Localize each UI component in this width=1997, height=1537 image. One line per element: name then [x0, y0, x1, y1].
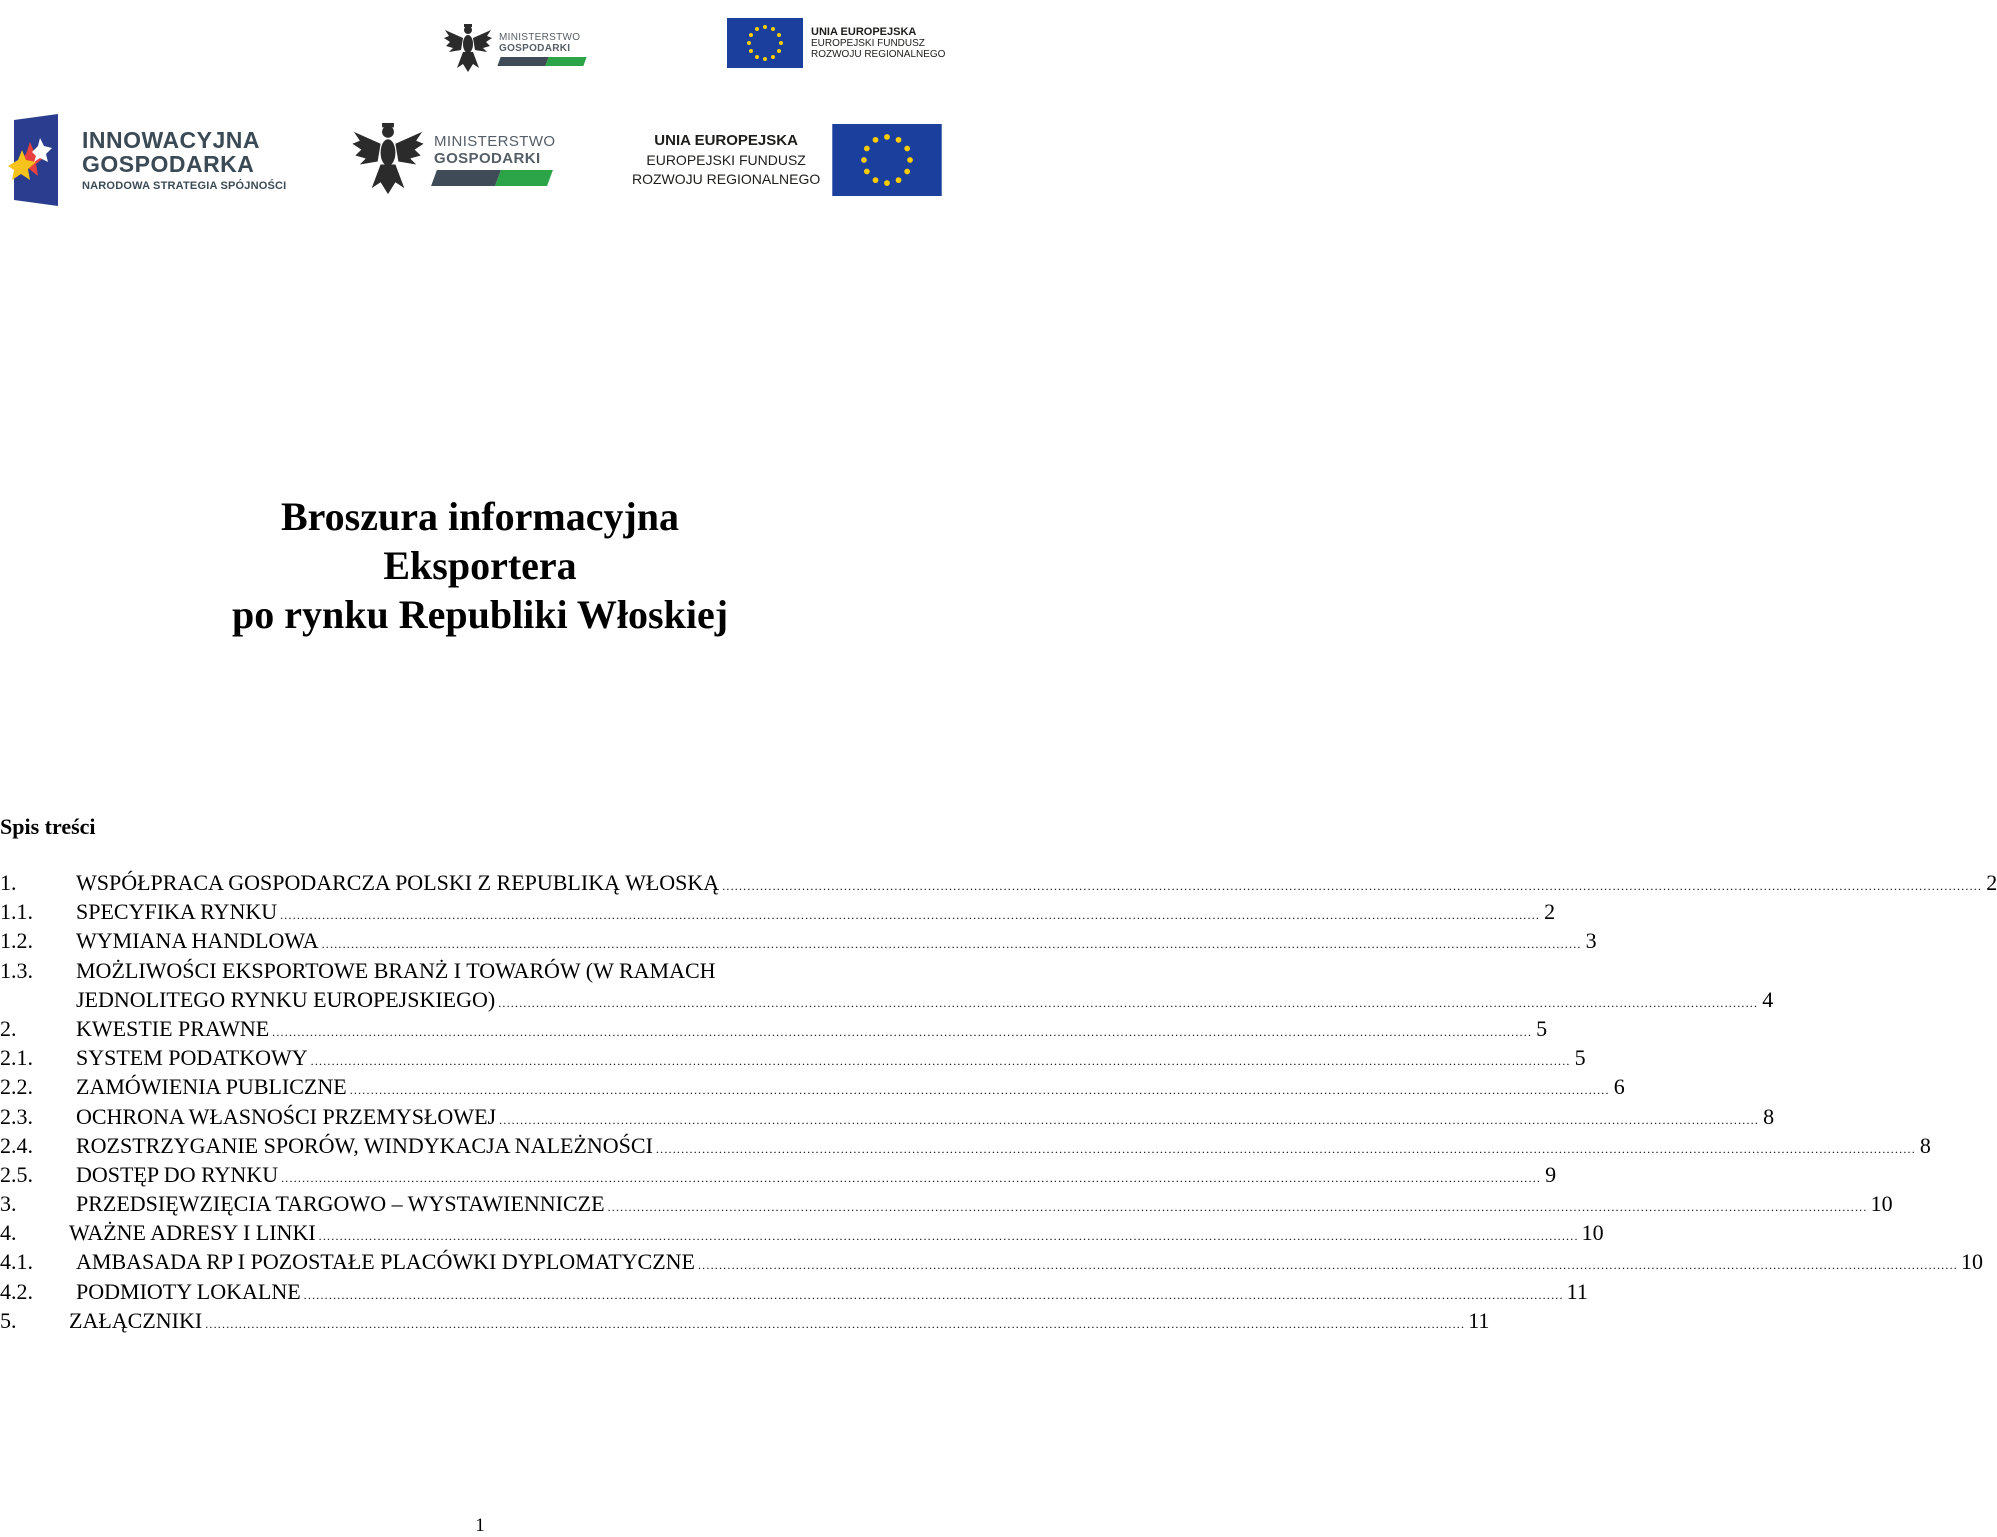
toc-entry-number: 1.1.: [0, 899, 33, 925]
ministry-small-line2: GOSPODARKI: [499, 43, 571, 54]
star-logo-icon: [8, 114, 62, 206]
eagle-emblem-icon: [443, 22, 493, 76]
toc-entry-title: KWESTIE PRAWNE: [76, 1015, 270, 1041]
toc-entry-number: 2.: [0, 1015, 17, 1041]
toc-dot-leader: ............................................................................................................................................................................................................................................................................................................: [499, 1112, 1760, 1127]
toc-entry-number: 2.1.: [0, 1045, 33, 1071]
toc-entry[interactable]: [0, 1161, 1557, 1191]
toc-dot-leader: ............................................................................................................................................................................................................................................................................................................: [205, 1316, 1466, 1331]
toc-entry-page: 5: [1536, 1015, 1548, 1041]
toc-entry-page: 6: [1613, 1074, 1625, 1100]
toc-entry[interactable]: [0, 1103, 1775, 1133]
toc-dot-leader: ............................................................................................................................................................................................................................................................................................................: [272, 1024, 1533, 1039]
toc-entry-number: 4.2.: [0, 1278, 33, 1304]
toc-entry-number: 1.3.: [0, 957, 33, 983]
toc-entry[interactable]: [0, 928, 1597, 957]
toc-entry-page: 10: [1960, 1249, 1983, 1275]
title-line-3: po rynku Republiki Włoskiej: [231, 592, 729, 637]
toc-entry-page: 5: [1574, 1045, 1586, 1071]
ministry-logo-large: [350, 120, 555, 200]
toc-entry-number: 3.: [0, 1191, 17, 1217]
toc-entry-page: 10: [1581, 1220, 1604, 1246]
toc-entry[interactable]: [0, 870, 1997, 899]
ministry-small-stripe: [499, 57, 585, 66]
toc-entry[interactable]: [0, 1015, 1548, 1045]
toc-entry-number: 2.3.: [0, 1103, 33, 1129]
toc-entry-page: 3: [1585, 928, 1597, 954]
toc-dot-leader: ............................................................................................................................................................................................................................................................................................................: [280, 908, 1541, 923]
toc-dot-leader: ............................................................................................................................................................................................................................................................................................................: [498, 995, 1759, 1010]
toc-entry-number: 5.: [0, 1307, 17, 1333]
toc-entry-number: 1.: [0, 870, 17, 895]
toc-entry-title: SPECYFIKA RYNKU: [76, 899, 278, 925]
toc-entry-title: MOŻLIWOŚCI EKSPORTOWE BRANŻ I TOWARÓW (W RAMACH: [76, 957, 716, 983]
innowacyjna-line2: GOSPODARKA: [82, 150, 255, 177]
toc-entry[interactable]: [0, 1249, 1983, 1278]
innowacyjna-line1: INNOWACYJNA: [82, 126, 261, 153]
title-line-2: Eksportera: [383, 543, 577, 588]
ministry-large-line1: MINISTERSTWO: [434, 132, 556, 150]
toc-entry[interactable]: [0, 1132, 1931, 1162]
toc-dot-leader: ............................................................................................................................................................................................................................................................................................................: [697, 1258, 1958, 1273]
toc-entry-title: SYSTEM PODATKOWY: [76, 1045, 308, 1071]
toc-dot-leader: ............................................................................................................................................................................................................................................................................................................: [722, 879, 1983, 893]
toc-entry-title: WAŻNE ADRESY I LINKI: [69, 1220, 316, 1246]
eu-logo-large: [632, 124, 942, 196]
toc-dot-leader: ............................................................................................................................................................................................................................................................................................................: [607, 1200, 1868, 1215]
toc-dot-leader: ............................................................................................................................................................................................................................................................................................................: [281, 1170, 1542, 1185]
ministry-large-stripe: [434, 170, 555, 186]
ministry-small-line1: MINISTERSTWO: [499, 31, 581, 43]
toc-entry-number: 1.2.: [0, 928, 33, 954]
eu-flag-icon: [727, 18, 803, 68]
toc-entry-number: 2.4.: [0, 1132, 33, 1158]
toc-heading: Spis treści: [0, 814, 96, 839]
eu-flag-icon: [832, 124, 942, 196]
toc-entry[interactable]: [0, 986, 1774, 1016]
toc-entry[interactable]: [0, 1278, 1588, 1308]
toc-entry-number: 2.5.: [0, 1161, 33, 1187]
toc-entry-number: 4.1.: [0, 1249, 33, 1275]
toc-entry-title: ROZSTRZYGANIE SPORÓW, WINDYKACJA NALEŻNOŚCI: [76, 1132, 653, 1158]
toc-entry[interactable]: [0, 899, 1556, 928]
ministry-large-line2: GOSPODARKI: [434, 149, 541, 167]
table-of-contents: [0, 870, 1997, 1337]
toc-dot-leader: ............................................................................................................................................................................................................................................................................................................: [321, 937, 1582, 952]
toc-entry-title: JEDNOLITEGO RYNKU EUROPEJSKIEGO): [76, 986, 496, 1012]
toc-entry[interactable]: [0, 1220, 1604, 1249]
eu-large-line2: EUROPEJSKI FUNDUSZ: [646, 152, 806, 169]
page-number: 1: [475, 1515, 485, 1536]
toc-entry-page: 9: [1545, 1161, 1557, 1187]
toc-entry-page: 2: [1544, 899, 1556, 925]
ministry-logo-small: [443, 22, 585, 76]
toc-entry-page: 11: [1566, 1278, 1588, 1304]
toc-entry[interactable]: [0, 958, 956, 987]
innowacyjna-gospodarka-logo: [8, 114, 286, 206]
toc-entry-number: 2.2.: [0, 1074, 33, 1100]
eu-small-line3: ROZWOJU REGIONALNEGO: [811, 49, 946, 61]
toc-entry-page: 11: [1468, 1307, 1490, 1333]
toc-entry-page: 10: [1870, 1191, 1893, 1217]
toc-entry[interactable]: [0, 1074, 1625, 1103]
toc-entry[interactable]: [0, 1307, 1490, 1337]
innowacyjna-line3: NARODOWA STRATEGIA SPÓJNOŚCI: [82, 179, 287, 192]
toc-entry-title: ZAMÓWIENIA PUBLICZNE: [76, 1074, 347, 1100]
eu-logo-small: [727, 18, 945, 68]
toc-dot-leader: ............................................................................................................................................................................................................................................................................................................: [303, 1287, 1564, 1302]
toc-entry-page: 8: [1763, 1103, 1775, 1129]
toc-entry-title: WSPÓŁPRACA GOSPODARCZA POLSKI Z REPUBLIKĄ WŁOSKĄ: [76, 870, 720, 895]
toc-dot-leader: ............................................................................................................................................................................................................................................................................................................: [310, 1054, 1571, 1069]
toc-entry-title: AMBASADA RP I POZOSTAŁE PLACÓWKI DYPLOMATYCZNE: [76, 1249, 695, 1275]
toc-entry-title: ZAŁĄCZNIKI: [69, 1307, 203, 1333]
toc-entry-page: 2: [1986, 870, 1997, 895]
toc-dot-leader: ............................................................................................................................................................................................................................................................................................................: [349, 1083, 1610, 1098]
toc-entry-page: 4: [1762, 986, 1774, 1012]
toc-dot-leader: ............................................................................................................................................................................................................................................................................................................: [318, 1229, 1579, 1244]
toc-entry-title: PRZEDSIĘWZIĘCIA TARGOWO – WYSTAWIENNICZE: [76, 1191, 605, 1217]
toc-entry-number: 4.: [0, 1220, 17, 1246]
eu-small-line1: UNIA EUROPEJSKA: [811, 25, 917, 38]
toc-entry-title: WYMIANA HANDLOWA: [76, 928, 319, 954]
document-title: [0, 492, 960, 639]
toc-dot-leader: ............................................................................................................................................................................................................................................................................................................: [655, 1141, 1916, 1156]
toc-entry-title: DOSTĘP DO RYNKU: [76, 1161, 279, 1187]
eu-large-line1: UNIA EUROPEJSKA: [654, 131, 798, 149]
toc-entry-title: OCHRONA WŁASNOŚCI PRZEMYSŁOWEJ: [76, 1103, 497, 1129]
toc-entry[interactable]: [0, 1191, 1893, 1220]
toc-entry[interactable]: [0, 1045, 1586, 1074]
toc-entry-page: 8: [1919, 1132, 1931, 1158]
title-line-1: Broszura informacyjna: [280, 494, 680, 539]
toc-entry-title: PODMIOTY LOKALNE: [76, 1278, 301, 1304]
eagle-emblem-icon: [350, 120, 426, 200]
eu-small-line2: EUROPEJSKI FUNDUSZ: [811, 37, 925, 49]
eu-large-line3: ROZWOJU REGIONALNEGO: [632, 171, 821, 188]
